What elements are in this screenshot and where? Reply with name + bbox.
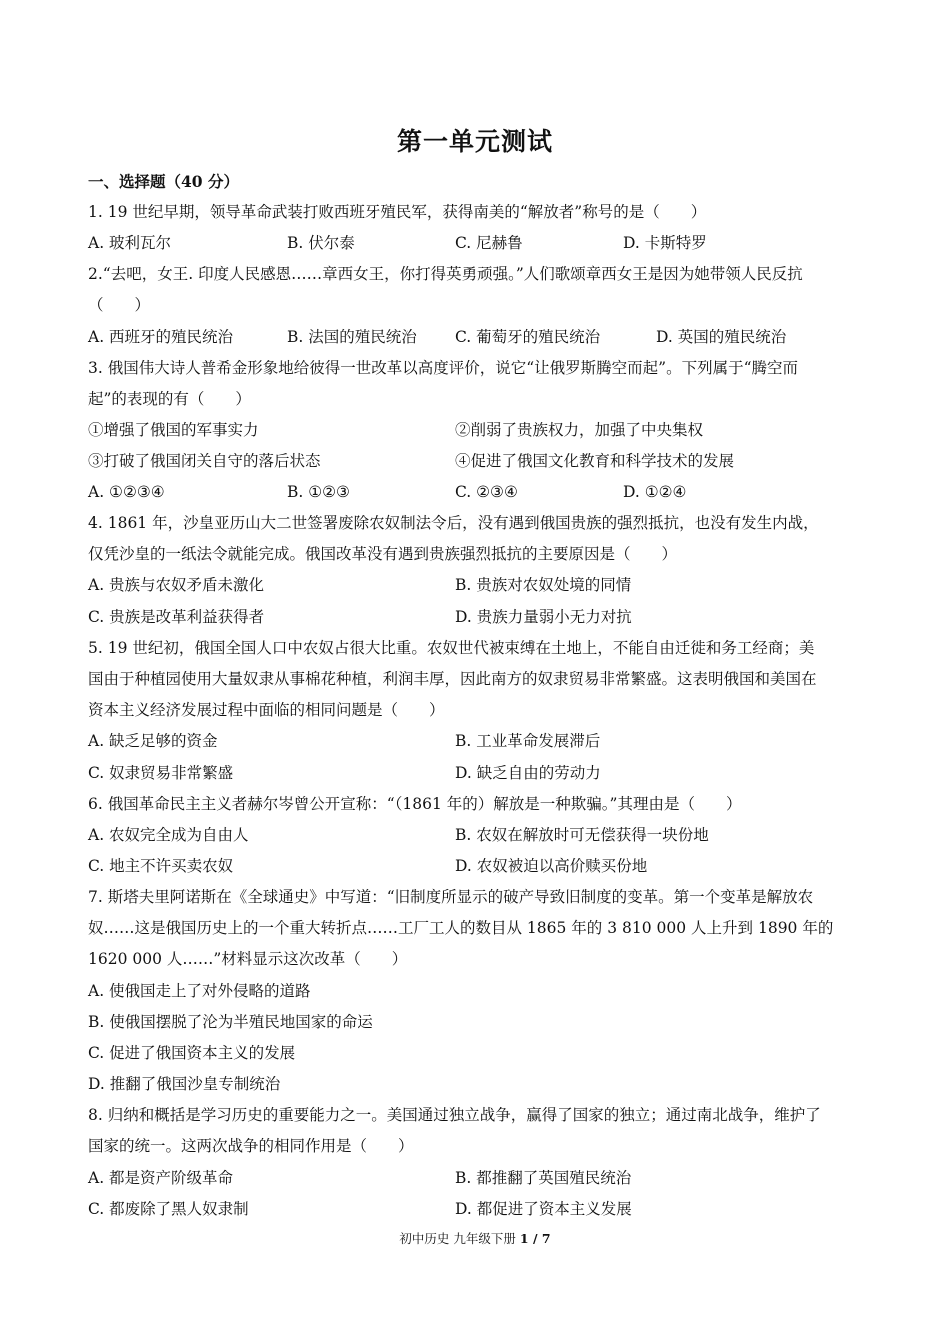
q5-option-d: D. 缺乏自由的劳动力 — [455, 764, 601, 782]
q2-option-c: C. 葡萄牙的殖民统治 — [455, 328, 601, 346]
question-2-text-cont: （ ） — [88, 296, 151, 314]
section-heading: 一、选择题（40 分） — [88, 172, 239, 191]
q7-option-a: A. 使俄国走上了对外侵略的道路 — [88, 982, 311, 1000]
q7-option-c: C. 促进了俄国资本主义的发展 — [88, 1044, 296, 1062]
q6-option-b: B. 农奴在解放时可无偿获得一块份地 — [455, 826, 709, 844]
q4-option-b: B. 贵族对农奴处境的同情 — [455, 576, 632, 594]
q3-option-a: A. ①②③④ — [88, 483, 165, 501]
page-title: 第一单元测试 — [396, 127, 553, 156]
q4-option-d: D. 贵族力量弱小无力对抗 — [455, 608, 632, 626]
q5-option-a: A. 缺乏足够的资金 — [88, 732, 218, 750]
q1-option-c: C. 尼赫鲁 — [455, 234, 523, 252]
footer-page-number: 1 / 7 — [519, 1231, 551, 1246]
question-3-text-cont: 起”的表现的有（ ） — [88, 390, 251, 408]
q6-option-d: D. 农奴被迫以高价赎买份地 — [455, 857, 648, 875]
question-7-text-cont-2: 1620 000 人……”材料显示这次改革（ ） — [88, 950, 408, 968]
question-1-text: 1. 19 世纪早期，领导革命武装打败西班牙殖民军，获得南美的“解放者”称号的是（ ） — [88, 203, 707, 221]
question-3-text: 3. 俄国伟大诗人普希金形象地给彼得一世改革以高度评价，说它“让俄罗斯腾空而起”。下列属于“腾空而 — [88, 359, 798, 377]
q7-option-b: B. 使俄国摆脱了沦为半殖民地国家的命运 — [88, 1013, 373, 1031]
q4-option-a: A. 贵族与农奴矛盾未激化 — [88, 576, 265, 594]
q3-item-3: ③打破了俄国闭关自守的落后状态 — [88, 452, 321, 470]
q6-option-c: C. 地主不许买卖农奴 — [88, 857, 234, 875]
question-6-text: 6. 俄国革命民主主义者赫尔岑曾公开宣称：“（1861 年的）解放是一种欺骗。”其理由是（ ） — [88, 795, 742, 813]
q1-option-b: B. 伏尔泰 — [287, 234, 355, 252]
footer-course: 初中历史 九年级下册 — [399, 1231, 516, 1246]
question-8-text: 8. 归纳和概括是学习历史的重要能力之一。美国通过独立战争，赢得了国家的独立；通过南北战争，维护了 — [88, 1106, 821, 1124]
q3-option-b: B. ①②③ — [287, 483, 350, 501]
q8-option-c: C. 都废除了黑人奴隶制 — [88, 1200, 249, 1218]
q5-option-b: B. 工业革命发展滞后 — [455, 732, 601, 750]
q3-item-1: ①增强了俄国的军事实力 — [88, 421, 259, 439]
question-5-text-cont-2: 资本主义经济发展过程中面临的相同问题是（ ） — [88, 701, 445, 719]
q3-option-d: D. ①②④ — [623, 483, 687, 501]
question-4-text-cont: 仅凭沙皇的一纸法令就能完成。俄国改革没有遇到贵族强烈抵抗的主要原因是（ ） — [88, 545, 678, 563]
q6-option-a: A. 农奴完全成为自由人 — [88, 826, 249, 844]
question-7-text: 7. 斯塔夫里阿诺斯在《全球通史》中写道：“旧制度所显示的破产导致旧制度的变革。第一个变革是解放农 — [88, 888, 814, 906]
q3-item-4: ④促进了俄国文化教育和科学技术的发展 — [455, 452, 735, 470]
q3-option-c: C. ②③④ — [455, 483, 518, 501]
q7-option-d: D. 推翻了俄国沙皇专制统治 — [88, 1075, 281, 1093]
q1-option-d: D. 卡斯特罗 — [623, 234, 707, 252]
question-8-text-cont: 国家的统一。这两次战争的相同作用是（ ） — [88, 1137, 414, 1155]
q2-option-b: B. 法国的殖民统治 — [287, 328, 417, 346]
page-footer — [0, 1229, 950, 1247]
q8-option-d: D. 都促进了资本主义发展 — [455, 1200, 632, 1218]
q4-option-c: C. 贵族是改革利益获得者 — [88, 608, 265, 626]
q2-option-d: D. 英国的殖民统治 — [656, 328, 787, 346]
q3-item-2: ②削弱了贵族权力，加强了中央集权 — [455, 421, 704, 439]
q2-option-a: A. 西班牙的殖民统治 — [88, 328, 234, 346]
q8-option-a: A. 都是资产阶级革命 — [88, 1169, 234, 1187]
question-2-text: 2.“去吧，女王. 印度人民感恩……章西女王，你打得英勇顽强。”人们歌颂章西女王是因为她带领人民反抗 — [88, 265, 803, 283]
question-7-text-cont: 奴……这是俄国历史上的一个重大转折点……工厂工人的数目从 1865 年的 3 810 000 人上升到 1890 年的 — [88, 919, 834, 937]
q5-option-c: C. 奴隶贸易非常繁盛 — [88, 764, 234, 782]
question-5-text-cont: 国由于种植园使用大量奴隶从事棉花种植，利润丰厚，因此南方的奴隶贸易非常繁盛。这表明俄国和美国在 — [88, 670, 817, 688]
q8-option-b: B. 都推翻了英国殖民统治 — [455, 1169, 632, 1187]
question-5-text: 5. 19 世纪初，俄国全国人口中农奴占很大比重。农奴世代被束缚在土地上，不能自由迁徙和务工经商；美 — [88, 639, 815, 657]
question-4-text: 4. 1861 年，沙皇亚历山大二世签署废除农奴制法令后，没有遇到俄国贵族的强烈抵抗，也没有发生内战， — [88, 514, 819, 532]
q1-option-a: A. 玻利瓦尔 — [88, 234, 172, 252]
